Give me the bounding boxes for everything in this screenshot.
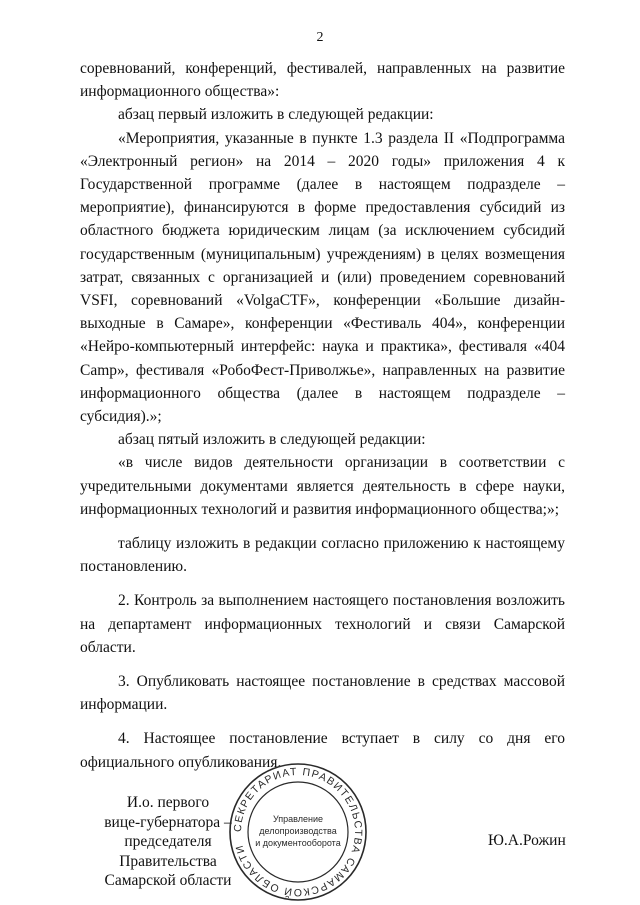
signatory-name: Ю.А.Рожин xyxy=(488,832,566,849)
position-line: И.о. первого xyxy=(126,794,210,811)
position-line: вице-губернатора – xyxy=(104,813,232,831)
paragraph-effective: 4. Настоящее постановление вступает в силу со дня его официального опубликования. xyxy=(80,730,565,771)
official-seal xyxy=(228,762,368,902)
position-line: Самарской области xyxy=(104,872,232,889)
position-line: председателя Правительства xyxy=(119,833,217,870)
paragraph-control: 2. Контроль за выполнением настоящего постановления возложить на департамент информационных технологий и связи Самарской области. xyxy=(80,592,565,656)
seal-inner-line: Управление xyxy=(272,814,324,824)
seal-inner-line: и документооборота xyxy=(255,838,341,848)
paragraph-amend-first: абзац первый изложить в следующей редакции: xyxy=(118,106,434,124)
seal-outer-text: СЕКРЕТАРИАТ ПРАВИТЕЛЬСТВА САМАРСКОЙ ОБЛАСТИ xyxy=(231,765,365,899)
paragraph-activity: «в числе видов деятельности организации в соответствии с учредительными документами является деятельность в сфере науки, информационных технологий и развития информационного общества;»; xyxy=(80,454,565,518)
paragraph-publish: 3. Опубликовать настоящее постановление в средствах массовой информации. xyxy=(80,673,565,714)
document-body xyxy=(80,57,565,774)
paragraph-continuation: соревнований, конференций, фестивалей, направленных на развитие информационного общества»: xyxy=(80,60,565,101)
page-number: 2 xyxy=(316,30,324,45)
paragraph-events-subsidy: «Мероприятия, указанные в пункте 1.3 раздела II «Подпрограмма «Электронный регион» на 2014 – 2020 годы» приложения 4 к Государственной программе (далее в настоящем подразделе – мероприятие), финансируются в форме предоставления субсидий из областного бюджета юридическим лицам (за исключением субсидий государственным (муниципальным) учреждениям) в целях возмещения затрат, связанных с организацией и (или) проведением соревнований VSFI, соревнований «VolgaCTF», конференции «Большие дизайн-выходные в Самаре», конференции «Фестиваль 404», конференции «Нейро-компьютерный интерфейс: наука и практика», фестиваля «404 Camp», фестиваля «РобоФест-Приволжье», направленных на развитие информационного общества (далее в настоящем подразделе – субсидия).»; xyxy=(80,129,565,426)
paragraph-table: таблицу изложить в редакции согласно приложению к настоящему постановлению. xyxy=(80,535,565,576)
seal-inner-line: делопроизводства xyxy=(259,826,337,836)
paragraph-amend-fifth: абзац пятый изложить в следующей редакции: xyxy=(118,431,426,449)
